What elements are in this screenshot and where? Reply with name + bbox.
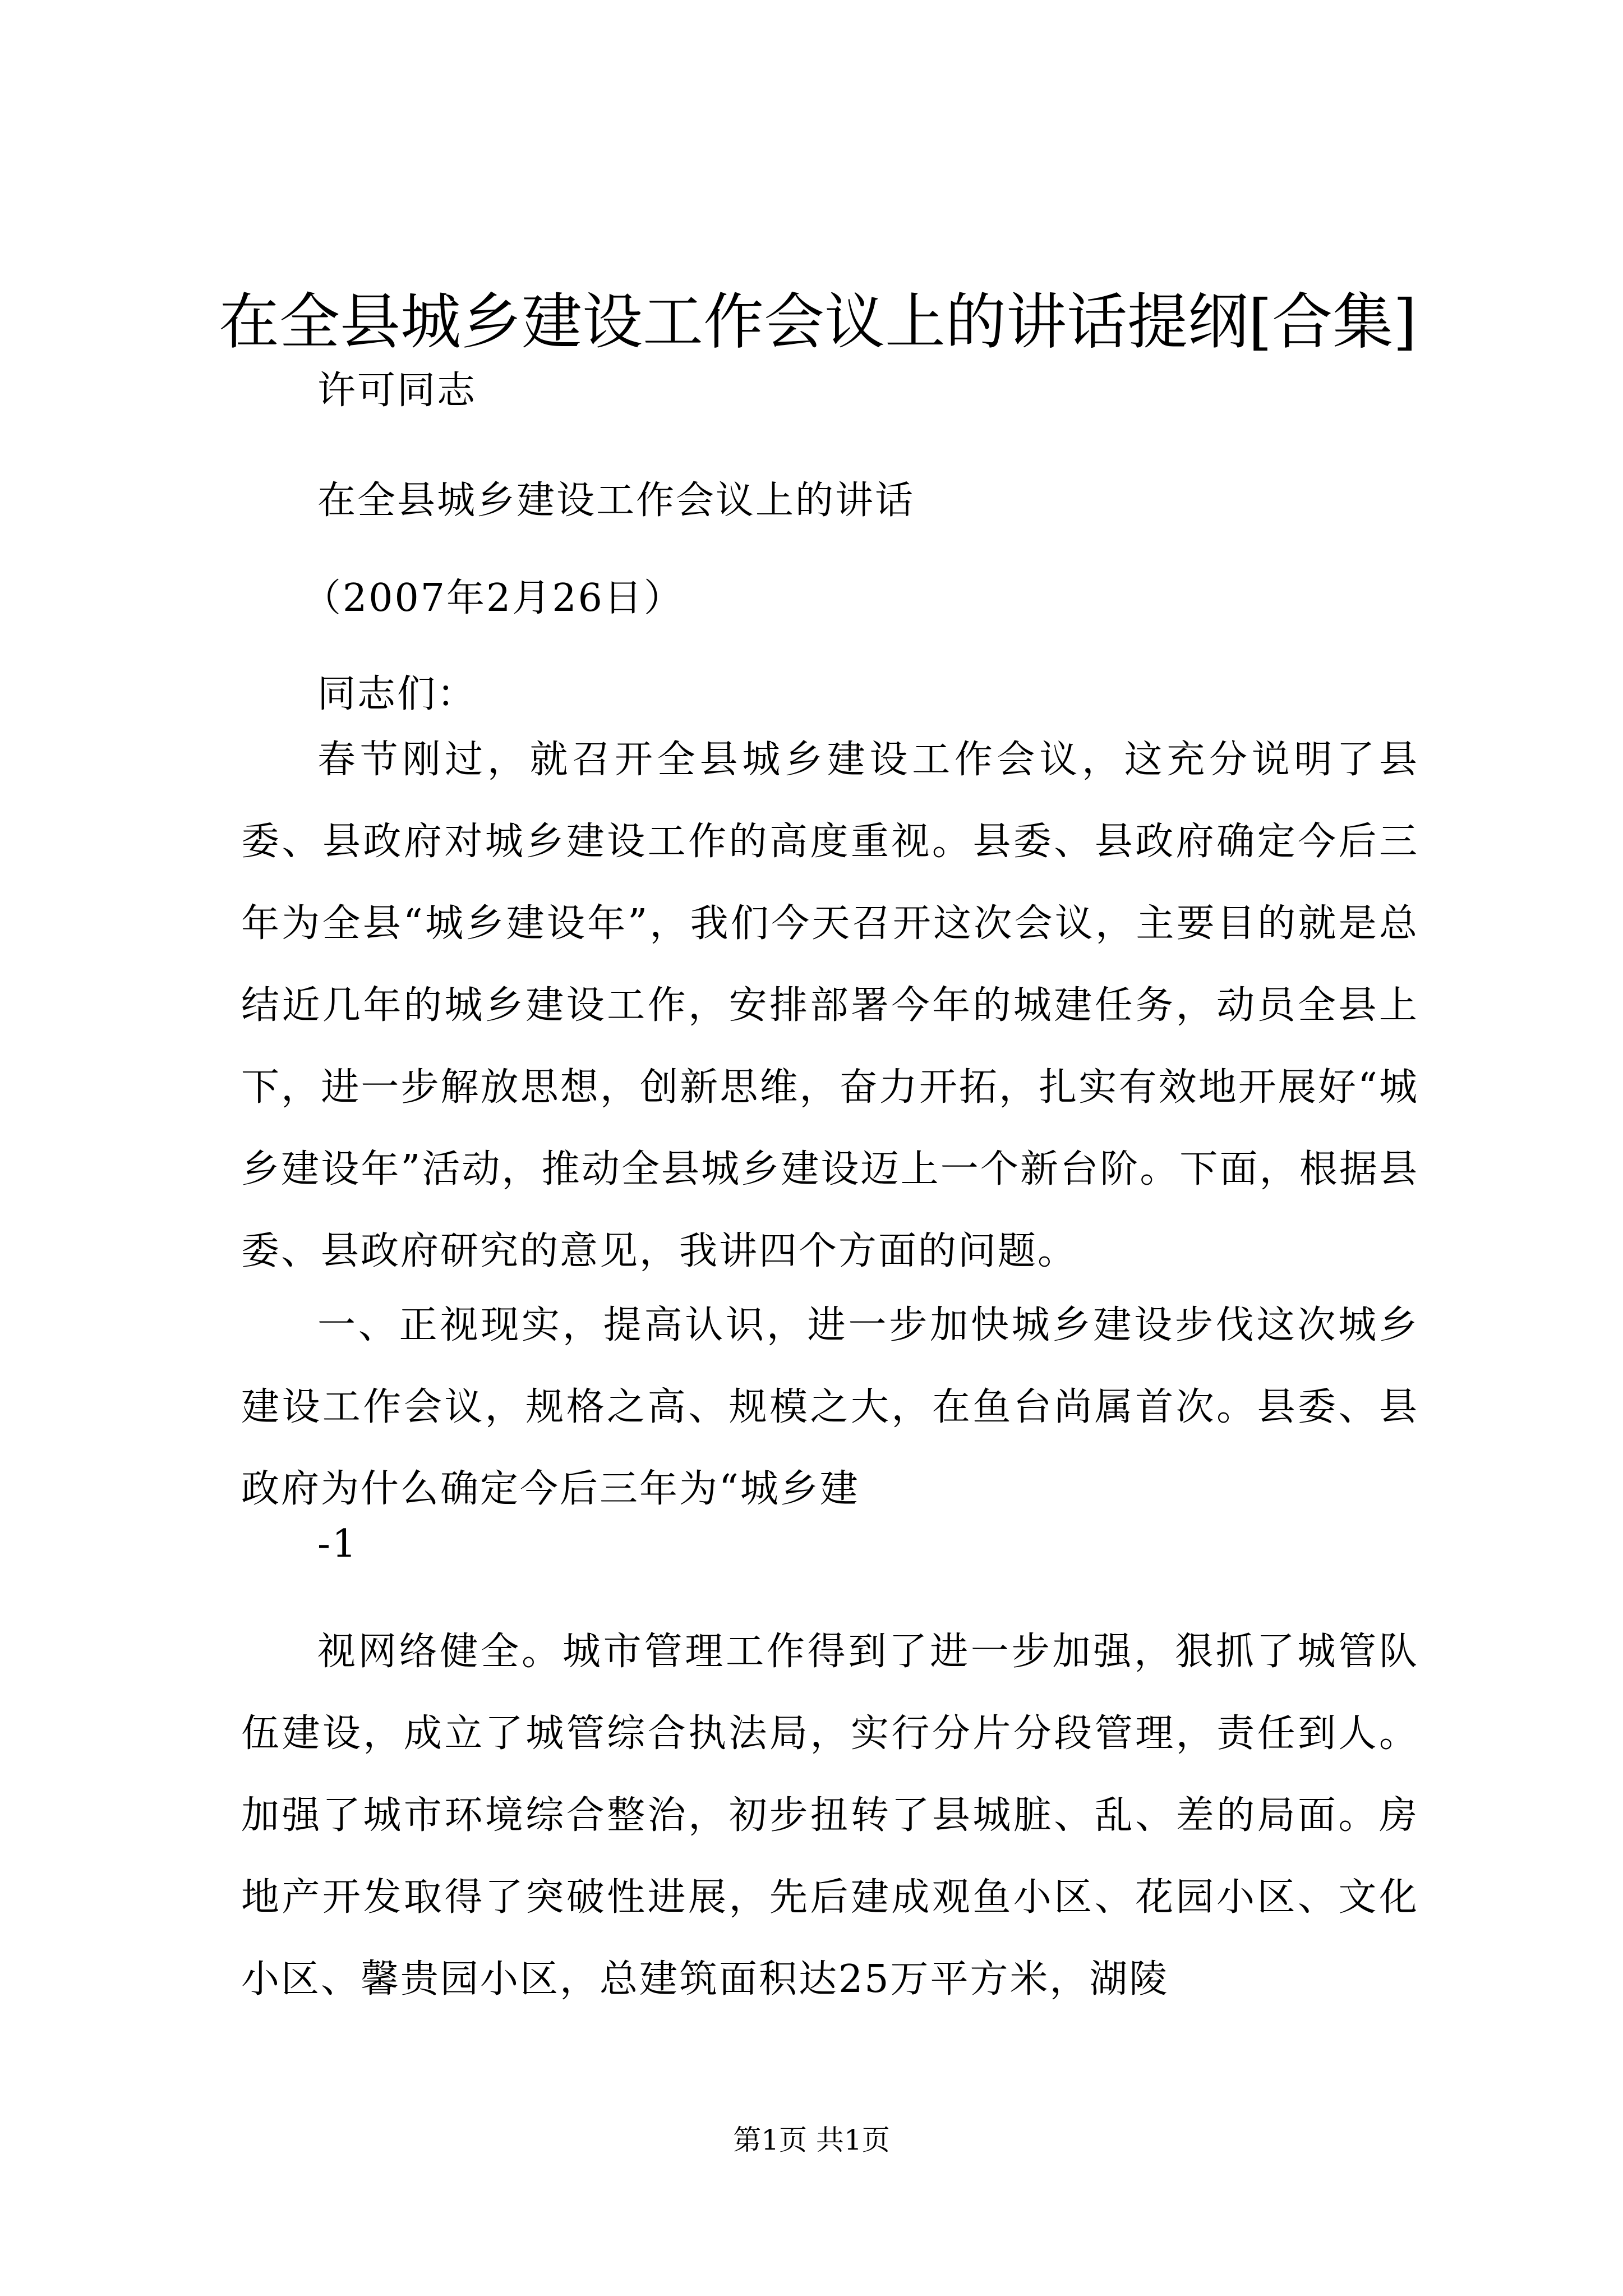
document-title: 在全县城乡建设工作会议上的讲话提纲[合集] <box>219 287 1417 357</box>
body-paragraph: 视网络健全。城市管理工作得到了进一步加强，狠抓了城管队伍建设，成立了城管综合执法局，实行分片分段管理，责任到人。加强了城市环境综合整治，初步扭转了县城脏、乱、差的局面。房地产开发取得了突破性进展，先后建成观鱼小区、花园小区、文化小区、馨贵园小区，总建筑面积达25万平方米，湖陵 <box>241 1630 1419 2001</box>
greeting: 同志们： <box>317 672 477 716</box>
page-footer: 第1页 共1页 <box>733 2124 890 2156</box>
body-paragraph: 春节刚过，就召开全县城乡建设工作会议，这充分说明了县委、县政府对城乡建设工作的高度重视。县委、县政府确定今后三年为全县“城乡建设年”，我们今天召开这次会议，主要目的就是总结近几年的城乡建设工作，安排部署今年的城建任务，动员全县上下，进一步解放思想，创新思维，奋力开拓，扎实有效地开展好“城乡建设年”活动，推动全县城乡建设迈上一个新台阶。下面，根据县委、县政府研究的意见，我讲四个方面的问题。 <box>241 738 1419 1273</box>
speech-subtitle: 在全县城乡建设工作会议上的讲话 <box>317 478 915 523</box>
salutation-name: 许可同志 <box>317 369 477 413</box>
page-marker: -1 <box>317 1522 358 1566</box>
speech-date: （2007年2月26日） <box>303 576 684 620</box>
body-paragraph: 一、正视现实，提高认识，进一步加快城乡建设步伐这次城乡建设工作会议，规格之高、规模之大，在鱼台尚属首次。县委、县政府为什么确定今后三年为“城乡建 <box>241 1303 1419 1511</box>
